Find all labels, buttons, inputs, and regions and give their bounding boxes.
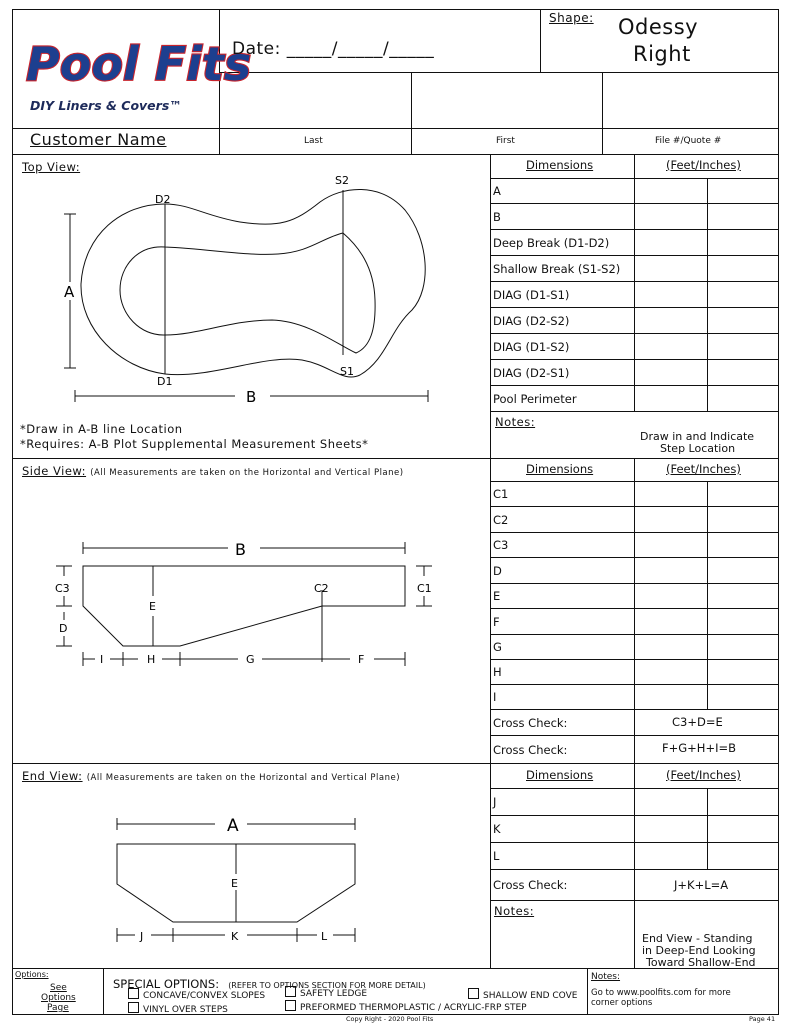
- top-dim-row[interactable]: [490, 386, 778, 412]
- end-notes-label: Notes:: [494, 904, 535, 918]
- top-dim-row-label: Pool Perimeter: [493, 391, 577, 406]
- side-dim-row-label: H: [493, 665, 502, 679]
- side-label-c3: C3: [55, 582, 70, 595]
- side-dim-row[interactable]: [490, 558, 778, 584]
- special-options-title: SPECIAL OPTIONS:: [113, 977, 220, 991]
- page-number: Page 41: [749, 1015, 776, 1023]
- top-dim-row-label: B: [493, 209, 501, 224]
- date-field-label[interactable]: Date: _____/_____/_____: [232, 39, 435, 59]
- top-dim-row[interactable]: [490, 230, 778, 256]
- side-cross-check-row: [490, 710, 778, 736]
- side-cross-check-formula: C3+D=E: [672, 715, 723, 729]
- end-dim-row[interactable]: [490, 843, 778, 870]
- side-label-b: B: [235, 540, 246, 559]
- side-view-diagram: [50, 530, 440, 680]
- top-dim-row[interactable]: [490, 334, 778, 360]
- footer-notes-text-1: Go to www.poolfits.com for more: [591, 988, 731, 998]
- end-dim-row[interactable]: [490, 816, 778, 843]
- option-label: SAFETY LEDGE: [300, 989, 368, 999]
- options-see-link-2[interactable]: Options: [41, 993, 76, 1003]
- end-dim-row[interactable]: [490, 789, 778, 816]
- side-cross-check-label: Cross Check:: [493, 715, 568, 730]
- top-dim-row[interactable]: [490, 282, 778, 308]
- header-divider: [411, 72, 412, 154]
- top-dim-header-label: Dimensions: [526, 158, 594, 172]
- end-cross-check-row: [490, 870, 778, 901]
- side-dim-row[interactable]: [490, 660, 778, 685]
- end-dim-row-label: K: [493, 822, 501, 836]
- option-label: SHALLOW END COVE: [483, 991, 578, 1001]
- top-dim-row-label: DIAG (D2-S1): [493, 365, 570, 380]
- copyright: Copy Right - 2020 Pool Fits: [346, 1015, 434, 1023]
- top-dim-row-label: DIAG (D2-S2): [493, 313, 570, 328]
- end-notes-hint-2: in Deep-End Looking: [642, 944, 756, 957]
- side-dim-row-label: I: [493, 690, 497, 704]
- checkbox-icon[interactable]: [128, 1002, 139, 1013]
- side-dim-row-label: G: [493, 640, 502, 654]
- logo: [18, 18, 252, 124]
- options-see-link-3[interactable]: Page: [47, 1003, 69, 1013]
- top-view-diagram: [40, 170, 440, 410]
- file-quote-label[interactable]: File #/Quote #: [655, 136, 722, 146]
- side-dim-row[interactable]: [490, 482, 778, 507]
- top-dim-row-label: Deep Break (D1-D2): [493, 235, 610, 250]
- shape-value-1: Odessy: [618, 15, 699, 39]
- end-dim-row-label: L: [493, 849, 500, 863]
- top-dim-row[interactable]: [490, 179, 778, 204]
- option-label: VINYL OVER STEPS: [143, 1005, 228, 1015]
- side-dim-row[interactable]: [490, 533, 778, 558]
- top-label-d2: D2: [155, 193, 171, 206]
- top-dim-row-label: DIAG (D1-S2): [493, 339, 570, 354]
- side-label-c2: C2: [314, 582, 329, 595]
- top-label-b: B: [246, 388, 257, 406]
- end-view-title: End View:: [22, 769, 83, 783]
- side-cross-check-label: Cross Check:: [493, 742, 568, 757]
- checkbox-icon[interactable]: [285, 1000, 296, 1011]
- end-notes-field[interactable]: [491, 902, 633, 968]
- options-see-link-1[interactable]: See: [50, 983, 67, 993]
- footer-notes-text-2: corner options: [591, 998, 653, 1008]
- checkbox-icon[interactable]: [285, 986, 296, 997]
- footer-notes-label: Notes:: [591, 972, 621, 982]
- side-dim-row-label: C2: [493, 512, 509, 527]
- shape-value-2: Right: [633, 42, 691, 66]
- end-label-j: J: [140, 930, 144, 943]
- side-dim-row[interactable]: [490, 609, 778, 635]
- top-view-note-1: *Draw in A-B line Location: [20, 422, 183, 436]
- top-units-header-label: (Feet/Inches): [666, 158, 741, 172]
- option-checkbox-ledge[interactable]: [285, 986, 367, 999]
- end-notes-hint-1: End View - Standing: [642, 932, 753, 945]
- top-dim-row[interactable]: [490, 360, 778, 386]
- side-view-subtitle: (All Measurements are taken on the Horizontal and Vertical Plane): [90, 468, 404, 478]
- end-notes-hint-3: Toward Shallow-End: [646, 956, 756, 969]
- end-dim-header-label: Dimensions: [526, 768, 594, 782]
- checkbox-icon[interactable]: [128, 988, 139, 999]
- side-dim-row-label: E: [493, 589, 501, 603]
- header-divider: [540, 9, 541, 72]
- header-divider: [602, 72, 603, 154]
- end-cross-check-formula: J+K+L=A: [674, 878, 729, 892]
- end-label-a: A: [227, 816, 239, 836]
- pool-outline-inner: [120, 233, 375, 353]
- side-label-e: E: [149, 600, 156, 613]
- top-view-title: Top View:: [22, 160, 81, 174]
- top-dim-row[interactable]: [490, 308, 778, 334]
- header-divider: [219, 72, 779, 73]
- customer-name-label: Customer Name: [30, 130, 167, 149]
- top-notes-hint-2: Step Location: [660, 442, 736, 455]
- header-divider: [12, 128, 779, 129]
- top-view-note-2: *Requires: A-B Plot Supplemental Measurement Sheets*: [20, 437, 369, 451]
- top-label-s1: S1: [340, 365, 354, 378]
- side-label-c1: C1: [417, 582, 432, 595]
- side-dim-row-label: F: [493, 614, 500, 629]
- end-label-e: E: [231, 877, 238, 890]
- end-dim-row-label: J: [493, 795, 497, 809]
- top-label-d1: D1: [157, 375, 173, 388]
- side-label-h: H: [147, 653, 156, 666]
- last-label[interactable]: Last: [304, 136, 323, 146]
- end-cross-check-label: Cross Check:: [493, 878, 568, 892]
- options-label: Options:: [15, 970, 49, 979]
- special-options-note: (REFER TO OPTIONS SECTION FOR MORE DETAIL): [228, 981, 426, 990]
- logo-brand: Pool Fits: [26, 37, 252, 91]
- side-dim-row-label: D: [493, 563, 502, 578]
- checkbox-icon[interactable]: [468, 988, 479, 999]
- side-dim-row-label: C3: [493, 538, 509, 552]
- top-notes-label: Notes:: [495, 415, 536, 429]
- side-cross-check-row: [490, 736, 778, 763]
- top-label-a: A: [64, 283, 75, 301]
- top-notes-hint-1: Draw in and Indicate: [640, 430, 755, 443]
- side-label-d: D: [59, 622, 68, 635]
- option-label: PREFORMED THERMOPLASTIC / ACRYLIC-FRP STEP: [300, 1003, 527, 1013]
- footer-divider: [587, 968, 588, 1015]
- top-label-s2: S2: [335, 174, 349, 187]
- top-dim-row-label: DIAG (D1-S1): [493, 287, 570, 302]
- option-checkbox-vinyl[interactable]: [128, 1002, 228, 1015]
- side-cross-check-formula: F+G+H+I=B: [662, 741, 736, 755]
- end-view-title-row: [22, 769, 400, 783]
- end-label-k: K: [231, 930, 239, 943]
- footer-divider: [103, 968, 104, 1015]
- shape-label: Shape:: [549, 11, 594, 25]
- side-label-i: I: [100, 653, 104, 666]
- side-dim-row[interactable]: [490, 635, 778, 660]
- top-dim-row-label: Shallow Break (S1-S2): [493, 261, 621, 276]
- side-dim-row-label: C1: [493, 487, 509, 501]
- side-view-title: Side View:: [22, 464, 87, 478]
- end-units-header-label: (Feet/Inches): [666, 768, 741, 782]
- side-label-f: F: [358, 653, 365, 666]
- option-checkbox-preformed[interactable]: [285, 1000, 527, 1013]
- top-dim-row[interactable]: [490, 256, 778, 282]
- side-label-g: G: [246, 653, 255, 666]
- side-view-title-row: [22, 464, 404, 478]
- side-dim-row[interactable]: [490, 507, 778, 533]
- side-dim-row[interactable]: [490, 685, 778, 710]
- top-dim-row-label: A: [493, 184, 501, 198]
- logo-tagline: DIY Liners & Covers™: [30, 98, 182, 113]
- side-profile: [83, 566, 405, 646]
- end-view-subtitle: (All Measurements are taken on the Horizontal and Vertical Plane): [86, 773, 401, 783]
- side-dim-header-label: Dimensions: [526, 462, 594, 476]
- option-checkbox-concave[interactable]: [128, 988, 265, 1001]
- top-dim-row[interactable]: [490, 204, 778, 230]
- end-view-diagram: [105, 810, 365, 950]
- first-label[interactable]: First: [496, 136, 515, 146]
- option-label: CONCAVE/CONVEX SLOPES: [143, 991, 266, 1001]
- side-units-header-label: (Feet/Inches): [666, 462, 741, 476]
- side-dim-row[interactable]: [490, 584, 778, 609]
- end-label-l: L: [321, 930, 328, 943]
